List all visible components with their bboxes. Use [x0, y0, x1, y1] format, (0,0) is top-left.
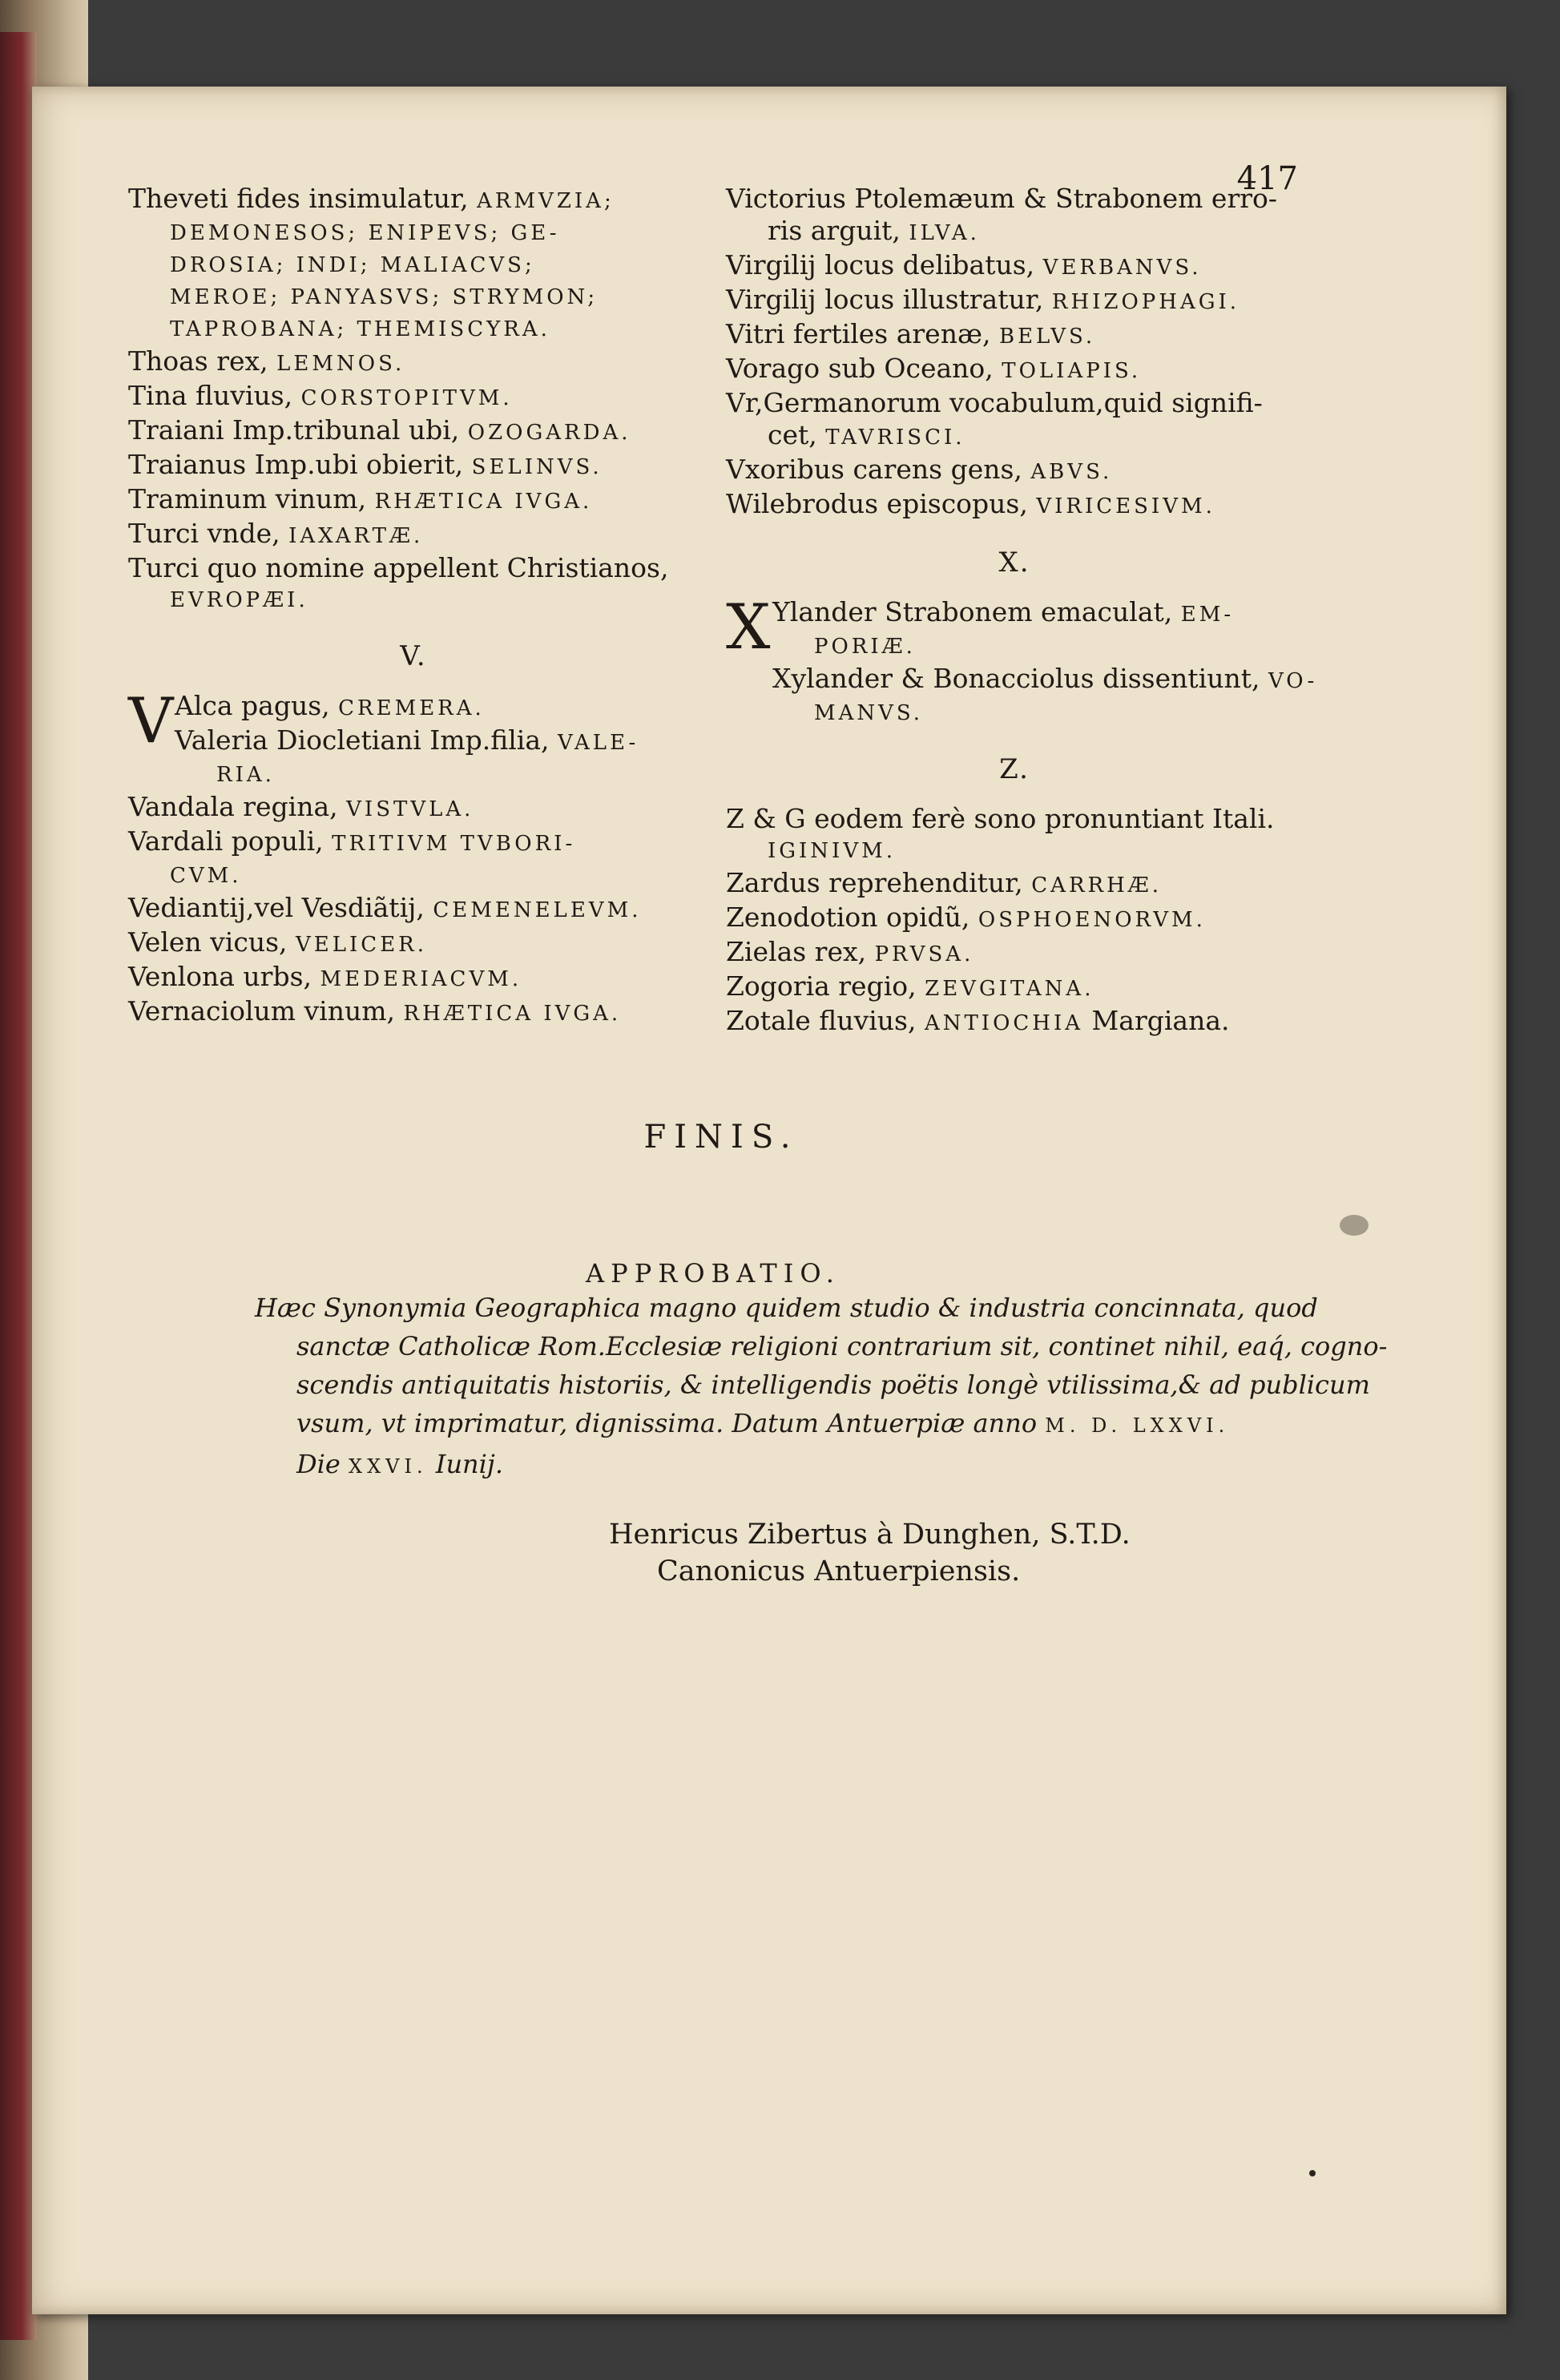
signature-title: Canonicus Antuerpiensis.: [657, 1555, 1021, 1587]
entry-place-name: BELVS.: [998, 325, 1096, 349]
entry-text: Valeria Diocletiani Imp.filia,: [175, 724, 558, 756]
entry-text: Z & G eodem ferè sono pronuntiant Itali.: [726, 803, 1275, 834]
entry-text: Virgilij locus delibatus,: [726, 249, 1043, 280]
index-entry: [128, 518, 699, 552]
approbatio-year: M. D. LXXVI.: [1045, 1414, 1230, 1437]
signature-name: Henricus Zibertus à Dunghen, S.T.D.: [609, 1519, 1131, 1551]
entry-continuation: PORIÆ.: [814, 635, 916, 659]
entry-continuation: DEMONESOS; ENIPEVS; GE-: [170, 221, 560, 245]
entry-text: Traiani Imp.tribunal ubi,: [128, 414, 468, 446]
entry-place-name: CEMENELEVM.: [433, 898, 642, 922]
letter-heading-z: Z.: [999, 753, 1030, 785]
entry-continuation-text: cet,: [768, 419, 826, 450]
entry-place-name: OZOGARDA.: [467, 421, 631, 445]
entry-text: Xylander & Bonacciolus dissentiunt,: [772, 663, 1268, 694]
ink-smudge: [1340, 1215, 1369, 1236]
entry-place-name: RHÆTICA IVGA.: [374, 490, 593, 514]
entry-continuation: EVROPÆI.: [170, 588, 308, 612]
index-entry: [726, 970, 1303, 1005]
entry-place-name: ZEVGITANA.: [925, 977, 1094, 1001]
index-entry: [772, 663, 1318, 729]
index-entry: [128, 414, 699, 449]
entry-place-name: OSPHOENORVM.: [978, 908, 1206, 932]
index-entry: [128, 380, 699, 414]
entry-text: Ylander Strabonem emaculat,: [772, 596, 1181, 627]
entry-text: Tina fluvius,: [128, 380, 301, 411]
entry-place-name: CORSTOPITVM.: [300, 386, 513, 410]
entry-continuation: [726, 215, 1303, 249]
entry-continuation: CVM.: [170, 864, 242, 888]
entry-text: Vxoribus carens gens,: [726, 454, 1031, 485]
entry-text: Vr,Germanorum vocabulum,quid signifi-: [726, 387, 1263, 418]
index-entry: [726, 454, 1303, 488]
entry-text: Velen vicus,: [128, 926, 296, 958]
index-entry: [128, 791, 699, 825]
index-entry: [726, 803, 1303, 867]
approbatio-text: [255, 1289, 1388, 1486]
entry-tail: Margiana.: [1083, 1005, 1230, 1036]
index-entry: [128, 183, 699, 345]
entry-continuation: MANVS.: [814, 701, 924, 725]
entry-place-name: IAXARTÆ.: [288, 524, 424, 548]
entry-text: Zogoria regio,: [726, 970, 925, 1002]
signature-block: [609, 1516, 1330, 1590]
entry-place-name: CREMERA.: [338, 696, 485, 720]
entry-text: Traianus Imp.ubi obierit,: [128, 449, 472, 480]
index-entry: [726, 183, 1303, 249]
index-entry: [726, 353, 1303, 387]
entry-place-name: LEMNOS.: [276, 352, 405, 376]
entry-place-name: TRITIVM TVBORI-: [332, 832, 576, 856]
approbatio-line: [255, 1404, 1296, 1445]
index-entry: [726, 936, 1303, 970]
entry-place-name: VELICER.: [296, 933, 428, 957]
entry-place-name: VISTVLA.: [346, 797, 474, 821]
entry-text: Alca pagus,: [175, 690, 339, 721]
index-entry: [726, 867, 1303, 902]
approbatio-die-day: XXVI.: [349, 1455, 428, 1478]
entry-text: Vandala regina,: [128, 791, 347, 822]
entry-text: Vorago sub Oceano,: [726, 353, 1002, 384]
approbatio-die-month: Iunij.: [435, 1449, 503, 1479]
index-entry: [772, 596, 1303, 663]
entry-text: Turci quo nomine appellent Christianos,: [128, 552, 669, 583]
entry-place-name: ILVA.: [909, 221, 980, 245]
entry-place-name: RHÆTICA IVGA.: [403, 1002, 622, 1026]
entry-text: Theveti fides insimulatur,: [128, 183, 478, 214]
drop-cap-block-v: [128, 685, 699, 791]
entry-place-name: MEDERIACVM.: [320, 967, 522, 991]
index-entry: [128, 995, 699, 1030]
entry-place-name: VERBANVS.: [1042, 256, 1202, 280]
index-entry: [175, 724, 699, 791]
entry-place-name: VO-: [1268, 669, 1318, 693]
index-entry: [726, 488, 1303, 522]
index-column-left: [128, 183, 699, 1030]
drop-cap-initial: V: [128, 685, 174, 757]
index-entry: [128, 825, 699, 892]
index-entry: [128, 926, 699, 961]
entry-continuation-text: ris arguit,: [768, 215, 909, 246]
entry-text: Victorius Ptolemæum & Strabonem erro-: [726, 183, 1278, 214]
entry-text: Turci vnde,: [128, 518, 289, 549]
entry-place-name: TOLIAPIS.: [1002, 359, 1142, 383]
entry-place-name: EM-: [1180, 603, 1235, 627]
finis-heading: FINIS.: [643, 1119, 799, 1156]
entry-text: Vardali populi,: [128, 825, 333, 857]
entry-text: Zielas rex,: [726, 936, 875, 967]
approbatio-die-label: Die: [296, 1449, 341, 1479]
index-entry: [726, 1005, 1303, 1039]
entry-continuation: [726, 419, 1303, 454]
entry-text: Vediantij,vel Vesdiãtij,: [128, 892, 433, 923]
index-entry: [726, 902, 1303, 936]
page-number: 417: [1236, 160, 1298, 197]
index-entry: [175, 690, 699, 724]
entry-place-name: VALE-: [558, 731, 639, 755]
index-entry: [726, 284, 1303, 318]
entry-place-name: RHIZOPHAGI.: [1051, 290, 1240, 314]
entry-text: Wilebrodus episcopus,: [726, 488, 1037, 519]
index-entry: [128, 483, 699, 518]
ink-dot: [1309, 2170, 1316, 2176]
entry-place-name: ANTIOCHIA: [924, 1011, 1084, 1035]
entry-text: Venlona urbs,: [128, 961, 320, 992]
entry-text: Vernaciolum vinum,: [128, 995, 404, 1027]
approbatio-line: scendis antiquitatis historiis, & intelligendis poëtis longè vtilissima,& ad publicum: [296, 1370, 1370, 1400]
entry-continuation: RIA.: [216, 763, 275, 787]
letter-heading-x: X.: [998, 547, 1030, 579]
entry-text: Zardus reprehenditur,: [726, 867, 1032, 898]
entry-text: Zotale fluvius,: [726, 1005, 925, 1036]
drop-cap-initial: X: [726, 591, 771, 664]
entry-text: Vitri fertiles arenæ,: [726, 318, 999, 349]
index-entry: [128, 892, 699, 926]
index-entry: [128, 552, 699, 616]
entry-continuation: MEROE; PANYASVS; STRYMON;: [170, 285, 599, 309]
entry-place-name: ARMVZIA;: [477, 189, 615, 213]
index-column-right: [726, 183, 1318, 1039]
entry-place-name: SELINVS.: [471, 455, 603, 479]
entry-place-name: VIRICESIVM.: [1036, 494, 1215, 518]
approbatio-line: sanctæ Catholicæ Rom.Ecclesiæ religioni contrarium sit, continet nihil, eaq́, cogno-: [296, 1331, 1388, 1361]
approbatio-date-text: vsum, vt imprimatur, dignissima. Datum Antuerpiæ anno: [296, 1408, 1038, 1438]
entry-text: Virgilij locus illustratur,: [726, 284, 1052, 315]
index-entry: [128, 449, 699, 483]
index-entry: [726, 249, 1303, 284]
entry-place-name: ABVS.: [1030, 460, 1113, 484]
entry-place-name: CARRHÆ.: [1031, 873, 1163, 898]
entry-text: Zenodotion opidũ,: [726, 902, 978, 933]
entry-text: Thoas rex,: [128, 345, 277, 377]
approbatio-heading: APPROBATIO.: [586, 1258, 840, 1289]
index-entry: [128, 345, 699, 380]
entry-place-name: TAVRISCI.: [825, 426, 965, 450]
entry-text: Traminum vinum,: [128, 483, 375, 514]
entry-place-name: PRVSA.: [874, 942, 974, 966]
approbatio-line: [255, 1445, 1296, 1486]
index-entry: [726, 387, 1303, 454]
index-entry: [128, 961, 699, 995]
entry-continuation: TAPROBANA; THEMISCYRA.: [170, 317, 550, 341]
letter-heading-v: V.: [400, 640, 427, 672]
drop-cap-block-x: [726, 591, 1318, 729]
entry-continuation: DROSIA; INDI; MALIACVS;: [170, 253, 535, 277]
entry-continuation: IGINIVM.: [768, 839, 896, 863]
approbatio-line: Hæc Synonymia Geographica magno quidem studio & industria concinnata, quod: [255, 1293, 1318, 1323]
index-entry: [726, 318, 1303, 353]
